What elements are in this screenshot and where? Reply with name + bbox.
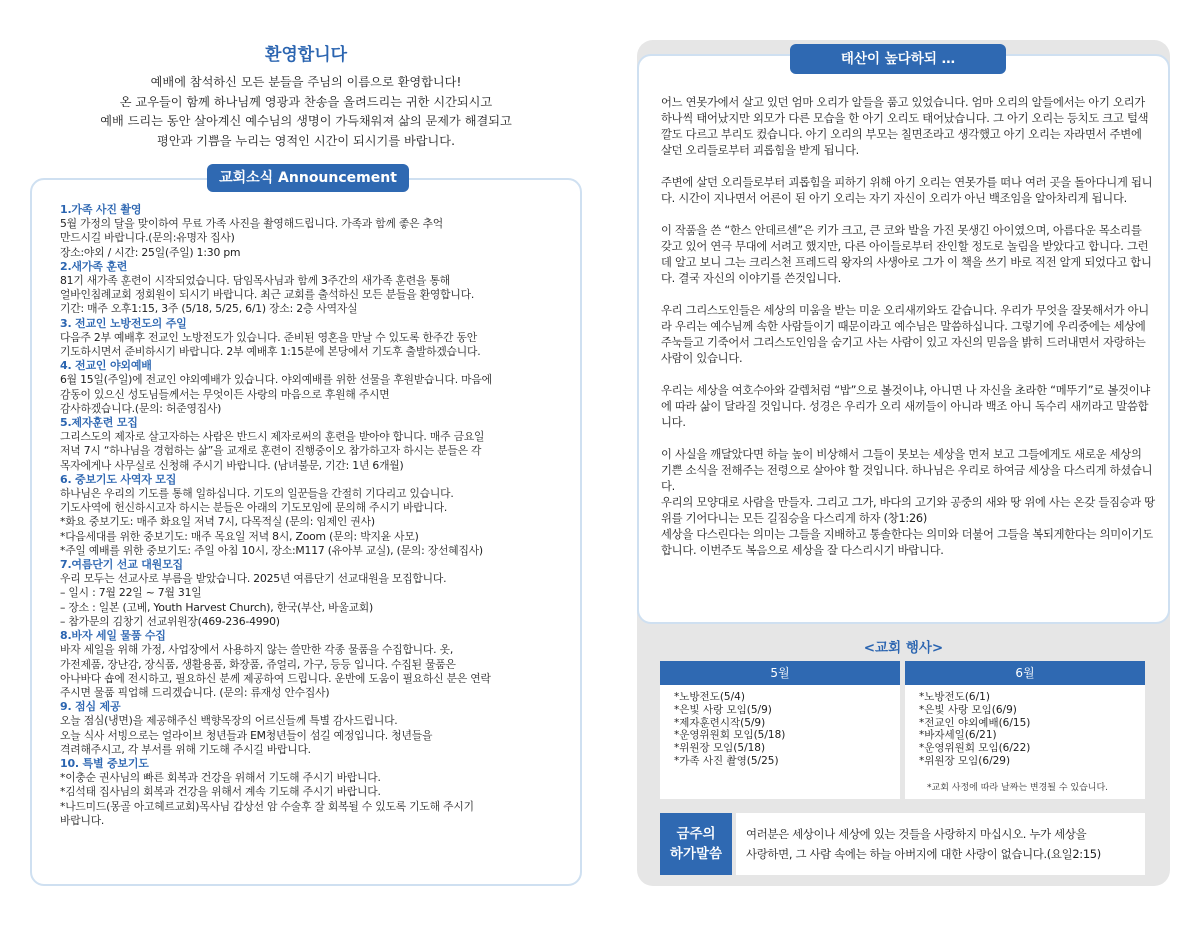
- verse-label-line: 금주의: [676, 826, 716, 842]
- announcement-line: 하나님은 우리의 기도를 통해 일하십니다. 기도의 일꾼들을 간절히 기다리고 있습니다.: [60, 487, 454, 501]
- announcement-line: 바랍니다.: [60, 813, 105, 827]
- events-title: <교회 행사>: [863, 640, 944, 656]
- story-paragraph: 이 작품을 쓴 “한스 안데르센”은 키가 크고, 큰 코와 발을 가진 못생긴 아이였으며, 아름다운 목소리를 갖고 있어 연극 무대에 서려고 했지만, 다른 아이들로부터 잔인할 정도로 놀림을 받았다고 합니다. 그런데 알고 보니 그는 크리스천 프레드릭 왕자의 사생아로 그가 이 책을 쓰기 바로 직전 알게 되었다고 합니다. 결국 자신의 이야기를 쓴것입니다.: [661, 224, 1152, 285]
- announcement-line: 다음주 2부 예배후 전교인 노방전도가 있습니다. 준비된 영혼을 만날 수 있도록 한주간 동안: [60, 330, 477, 344]
- announcement-heading: 8.바자 세일 물품 수집: [60, 629, 166, 643]
- month-header-may: 5월: [660, 661, 900, 685]
- announcement-line: 얼바인침례교회 정회원이 되시기 바랍니다. 최근 교회를 출석하신 모든 분들을 환영합니다.: [60, 288, 475, 302]
- announcement-line: 목자에게나 사무실로 신청해 주시기 바랍니다. (남녀불문, 기간: 1년 6개월): [60, 458, 404, 472]
- announcement-line: – 일시 : 7월 22일 ~ 7월 31일: [60, 586, 202, 600]
- announcement-line: 우리 모두는 선교사로 부름을 받았습니다. 2025년 여름단기 선교대원을 모집합니다.: [60, 572, 447, 586]
- welcome-section: [36, 40, 576, 151]
- verse-label-line: 하가말씀: [669, 846, 723, 862]
- announcement-line: 만드시길 바랍니다.(문의:유명자 집사): [60, 231, 235, 245]
- announcement-line: *다음세대를 위한 중보기도: 매주 목요일 저녁 8시, Zoom (문의: 박지윤 사모): [60, 529, 419, 543]
- announcement-heading: 10. 특별 중보기도: [60, 756, 149, 770]
- welcome-line: 예배에 참석하신 모든 분들을 주님의 이름으로 환영합니다!: [150, 75, 462, 89]
- announcement-line: 6월 15일(주일)에 전교인 야외예배가 있습니다. 야외예배를 위한 선물을 후원받습니다. 마음에: [60, 373, 492, 387]
- event-item: *바자세일(6/21): [919, 729, 997, 742]
- announcements-list: [60, 203, 565, 828]
- event-item: *노방전도(6/1): [919, 691, 990, 703]
- announcement-heading: 2.새가족 훈련: [60, 259, 128, 273]
- story-paragraph: 우리 그리스도인들은 세상의 미움을 받는 미운 오리새끼와도 같습니다. 우리가 무엇을 잘못해서가 아니라 우리는 예수님께 속한 사람들이기 때문이라고 예수님은 말씀하십니다. 그렇기에 우리중에는 세상에 주눅들고 기죽어서 그리스도인임을 숨기고 사는 사람이 있고 자신의 믿음을 밝히 드러내면서 자랑하는 사람이 있습니다.: [661, 304, 1149, 365]
- announcement-line: – 장소 : 일본 (고베, Youth Harvest Church), 한국(부산, 바울교회): [60, 600, 374, 614]
- events-june: [905, 661, 1145, 799]
- announcement-line: 감동이 있으신 성도님들께서는 무엇이든 사랑의 마음으로 후원해 주시면: [60, 387, 390, 401]
- announcement-line: 주시면 물품 픽업해 드리겠습니다. (문의: 류재성 안수집사): [60, 685, 330, 699]
- verse-line: 사랑하면, 그 사람 속에는 하늘 아버지에 대한 사랑이 없습니다.(요일2:15): [746, 847, 1101, 861]
- announcement-line: *주일 예배를 위한 중보기도: 주일 아침 10시, 장소:M117 (유아부 교실), (문의: 장선혜집사): [60, 543, 483, 557]
- announcement-line: 바자 세일을 위해 가정, 사업장에서 사용하지 않는 쓸만한 각종 물품을 수집합니다. 옷,: [60, 643, 454, 657]
- announcement-heading: 3. 전교인 노방전도의 주일: [60, 316, 187, 330]
- announcement-line: 가전제품, 장난감, 장식품, 생활용품, 화장품, 쥬얼리, 가구, 등등 입니다. 수집된 물품은: [60, 657, 456, 671]
- story-content: [661, 95, 1155, 559]
- announcement-line: 격려해주시고, 각 부서를 위해 기도해 주시길 바랍니다.: [60, 742, 311, 756]
- announcement-line: – 참가문의 김창기 선교위원장(469-236-4990): [60, 614, 280, 628]
- story-paragraph: 세상을 다스린다는 의미는 그들을 지배하고 통솔한다는 의미와 더불어 그들을 복되게한다는 의미이기도 합니다. 이번주도 복음으로 세상을 잘 다스리시기 바랍니다.: [661, 528, 1153, 557]
- announcement-heading: 1.가족 사진 촬영: [60, 203, 142, 216]
- story-paragraph: 우리는 세상을 여호수아와 갈렙처럼 “밥”으로 볼것이냐, 아니면 나 자신을 초라한 “메뚜기”로 볼것이냐에 따라 삶이 달라질 것입니다. 성경은 우리가 오리 새끼들이 아니라 백조 아니 독수리 새끼라고 말씀합니다.: [661, 384, 1151, 429]
- event-item: *은빛 사랑 모임(5/9): [674, 703, 772, 716]
- event-item: *위원장 모임(6/29): [919, 754, 1011, 767]
- event-item: *가족 사진 촬영(5/25): [674, 754, 779, 767]
- event-item: *운영위원회 모임(6/22): [919, 742, 1031, 755]
- event-item: *운영위원회 모임(5/18): [674, 729, 786, 742]
- announcement-heading: 7.여름단기 선교 대원모집: [60, 558, 183, 572]
- verse-label: [660, 813, 732, 875]
- announcement-line: 기도하시면서 준비하시기 바랍니다. 2부 예배후 1:15분에 본당에서 기도후 출발하겠습니다.: [60, 345, 481, 359]
- announcement-line: 오늘 점심(냉면)을 제공해주신 백향목장의 어르신들께 특별 감사드립니다.: [60, 714, 398, 728]
- event-item: *노방전도(5/4): [674, 691, 745, 703]
- welcome-title: 환영합니다: [264, 45, 348, 65]
- announcement-heading: 6. 중보기도 사역자 모집: [60, 472, 177, 486]
- events-list-may: [660, 685, 900, 799]
- welcome-line: 예배 드리는 동안 살아계신 예수님의 생명이 가득채워져 삶의 문제가 해결되고: [100, 114, 512, 128]
- announcement-line: 장소:야외 / 시간: 25일(주일) 1:30 pm: [60, 245, 241, 259]
- story-paragraph: 우리의 모양대로 사람을 만들자. 그리고 그가, 바다의 고기와 공중의 새와 땅 위에 사는 온갖 들짐승과 땅 위를 기어다니는 모든 길짐승을 다스리게 하자 (창1:26): [661, 496, 1155, 525]
- events-note: *교회 사정에 따라 날짜는 변경될 수 있습니다.: [927, 783, 1109, 793]
- event-item: *은빛 사랑 모임(6/9): [919, 703, 1017, 716]
- announcement-line: *이충순 권사님의 빠른 회복과 건강을 위해서 기도해 주시기 바랍니다.: [60, 771, 381, 785]
- welcome-line: 평안과 기쁨을 누리는 영적인 시간이 되시기를 바랍니다.: [157, 133, 455, 148]
- event-item: *제자훈련시작(5/9): [674, 716, 766, 729]
- event-item: *위원장 모임(5/18): [674, 742, 766, 755]
- story-paragraph: 이 사실을 깨달았다면 하늘 높이 비상해서 그들이 못보는 세상을 먼저 보고 그들에게도 새로운 세상의 기쁜 소식을 전해주는 전령으로 살아야 할 것입니다. 하나님은 우리로 하여금 세상을 다스리게 하셨습니다.: [661, 448, 1153, 493]
- story-paragraph: 주변에 살던 오리들로부터 괴롭힘을 피하기 위해 아기 오리는 연못가를 떠나 여러 곳을 돌아다니게 됩니다. 시간이 지나면서 어른이 된 아기 오리는 자기 자신이 오리가 아닌 백조임을 알아차리게 됩니다.: [661, 176, 1153, 205]
- announcement-line: *나드미드(몽골 아고헤르교회)목사님 갑상선 암 수술후 잘 회복될 수 있도록 기도해 주시기: [60, 799, 474, 813]
- verse-text: [736, 813, 1145, 875]
- month-header-june: 6월: [905, 661, 1145, 685]
- announcement-line: 저녁 7시 “하나님을 경험하는 삶”을 교재로 훈련이 진행중이오 참가하고자 하시는 분들은 각: [60, 444, 482, 458]
- announcement-line: 감사하겠습니다.(문의: 허준영집사): [60, 401, 222, 415]
- announcements-title: 교회소식 Announcement: [207, 164, 409, 192]
- events-may: [660, 661, 900, 799]
- announcement-heading: 5.제자훈련 모집: [60, 416, 138, 430]
- announcement-line: 아나바다 숍에 전시하고, 필요하신 분께 제공하여 드립니다. 운반에 도움이 필요하신 분은 연락: [60, 671, 491, 685]
- welcome-line: 온 교우들이 함께 하나님께 영광과 찬송을 올려드리는 귀한 시간되시고: [119, 94, 493, 109]
- announcement-line: 기간: 매주 오후1:15, 3주 (5/18, 5/25, 6/1) 장소: 2층 사역자실: [60, 302, 358, 316]
- announcement-line: *화요 중보기도: 매주 화요일 저녁 7시, 다목적실 (문의: 임제인 권사): [60, 515, 375, 529]
- announcement-heading: 9. 점심 제공: [60, 700, 121, 714]
- announcement-line: 81기 새가족 훈련이 시작되었습니다. 담임목사님과 함께 3주간의 새가족 훈련을 통해: [60, 274, 450, 288]
- announcement-line: 5월 가정의 달을 맞이하여 무료 가족 사진을 촬영해드립니다. 가족과 함께 좋은 추억: [60, 217, 444, 231]
- announcement-line: *김석태 집사님의 회복과 건강을 위해서 계속 기도해 주시기 바랍니다.: [60, 785, 381, 799]
- announcement-heading: 4. 전교인 야외예배: [60, 359, 152, 373]
- event-item: *전교인 야외예배(6/15): [919, 716, 1031, 729]
- announcement-line: 오늘 식사 서빙으로는 얼라이브 청년들과 EM청년들이 섬길 예정입니다. 청년들을: [60, 728, 433, 742]
- announcement-line: 그리스도의 제자로 살고자하는 사람은 반드시 제자로써의 훈련을 받아야 합니다. 매주 금요일: [60, 430, 485, 444]
- story-title: 태산이 높다하되 …: [790, 44, 1006, 74]
- announcement-line: 기도사역에 헌신하시고자 하시는 분들은 아래의 기도모임에 문의해 주시기 바랍니다.: [60, 501, 448, 515]
- verse-line: 여러분은 세상이나 세상에 있는 것들을 사랑하지 마십시오. 누가 세상을: [746, 827, 1087, 841]
- story-paragraph: 어느 연못가에서 살고 있던 엄마 오리가 알들을 품고 있었습니다. 엄마 오리의 알들에서는 아기 오리가 하나씩 태어났지만 외모가 다른 모습을 한 아기 오리도 태어났습니다. 그 아기 오리는 등치도 크고 털색깔도 다르고 부리도 컸습니다. 아기 오리의 부모는 칠면조라고 생각했고 아기 오리는 자라면서 주변에 살던 오리들로부터 괴롭힘을 받게 됩니다.: [661, 96, 1149, 157]
